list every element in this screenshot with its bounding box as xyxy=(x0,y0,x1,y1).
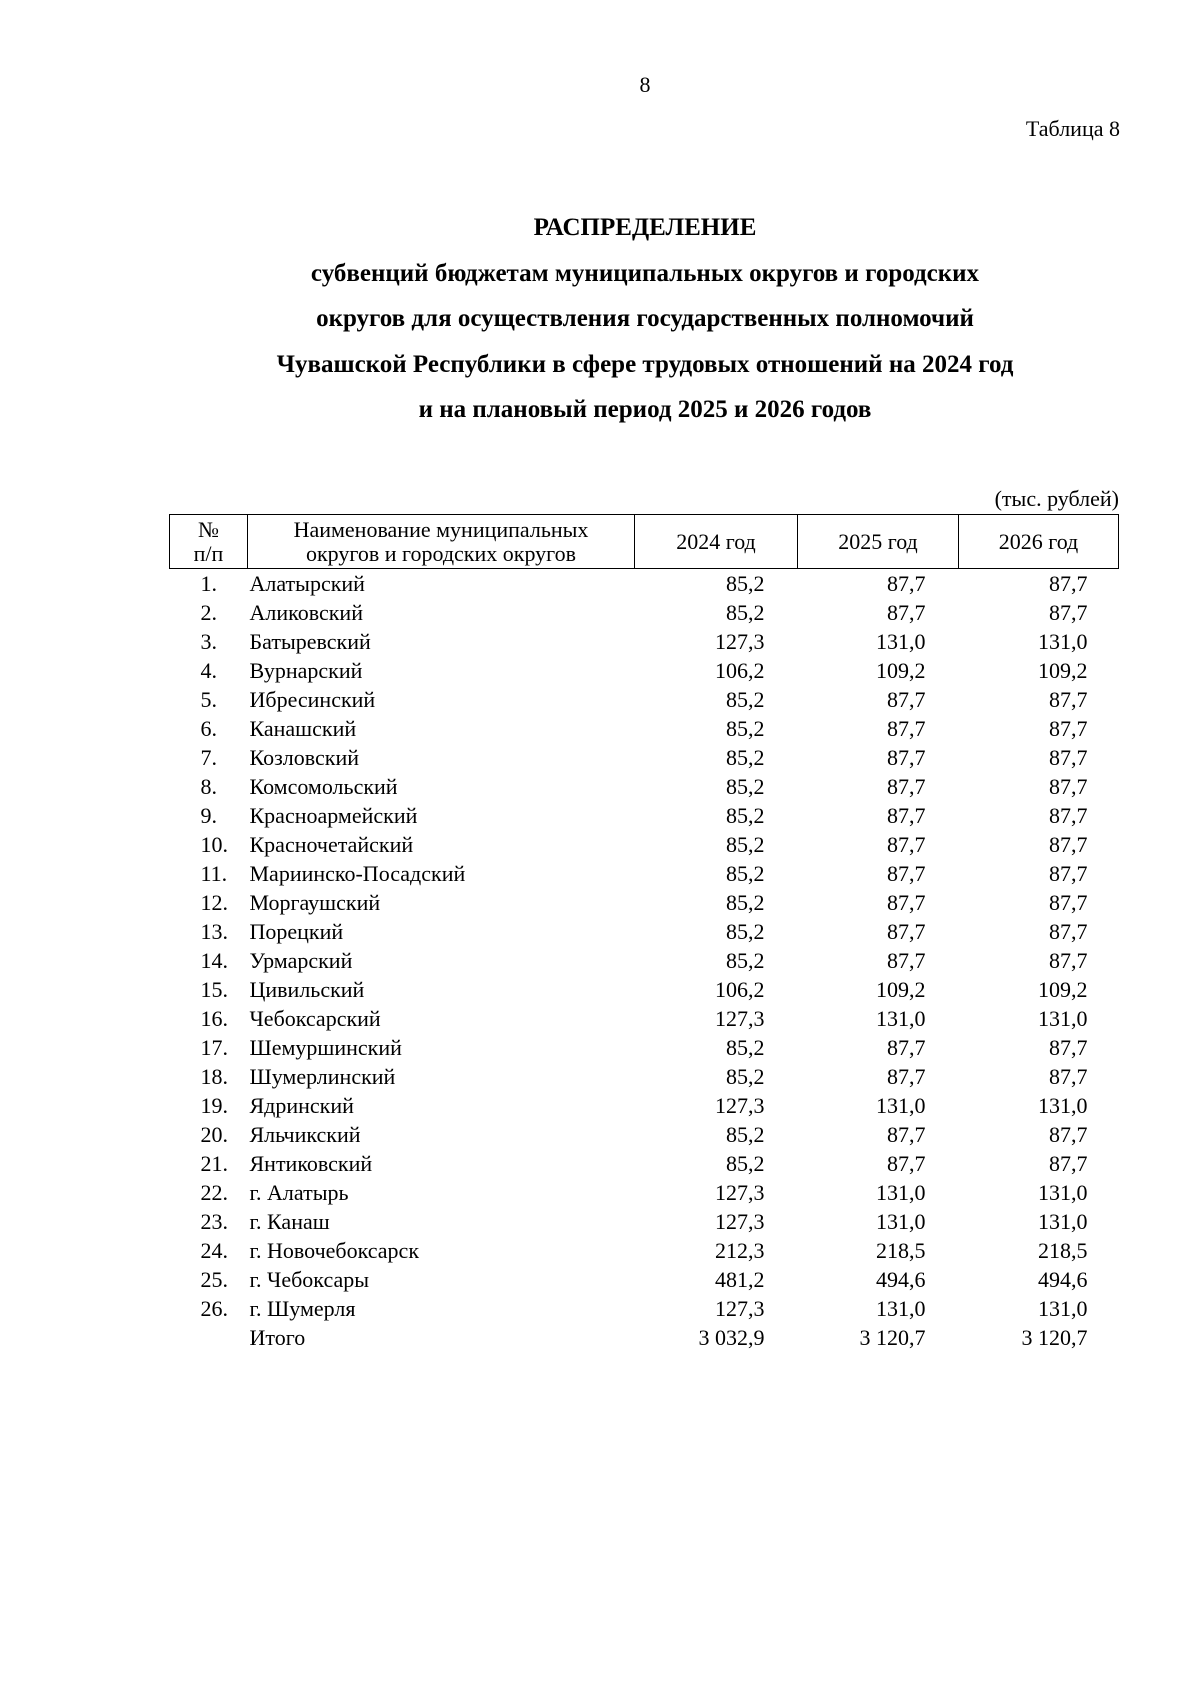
row-value-2025: 87,7 xyxy=(887,861,926,886)
row-value-2025: 131,0 xyxy=(876,629,926,654)
row-value-2026: 131,0 xyxy=(1038,1180,1088,1205)
row-value-2025: 87,7 xyxy=(887,716,926,741)
row-value-2026: 87,7 xyxy=(1049,1151,1088,1176)
row-value-2025: 87,7 xyxy=(887,571,926,596)
header-number xyxy=(170,515,248,569)
row-number xyxy=(170,1323,248,1352)
table-row xyxy=(170,569,1119,599)
row-value-2026: 131,0 xyxy=(1038,1006,1088,1031)
row-name: Ядринский xyxy=(249,1093,354,1118)
table-row xyxy=(170,743,1119,772)
heading-line: РАСПРЕДЕЛЕНИЕ xyxy=(533,214,757,241)
row-value-2024: 127,3 xyxy=(715,1006,765,1031)
row-number: 21. xyxy=(200,1151,228,1176)
row-value-2026: 87,7 xyxy=(1049,803,1088,828)
row-number: 4. xyxy=(200,658,217,683)
row-number: 6. xyxy=(200,716,217,741)
row-name: Урмарский xyxy=(249,948,353,973)
row-value-2025: 87,7 xyxy=(887,919,926,944)
row-number: 8. xyxy=(200,774,217,799)
row-number: 7. xyxy=(200,745,217,770)
header-year-2026: 2026 год xyxy=(959,515,1119,569)
row-value-2025: 87,7 xyxy=(887,890,926,915)
row-value-2024: 127,3 xyxy=(715,1209,765,1234)
row-value-2024: 85,2 xyxy=(726,1035,765,1060)
row-number: 12. xyxy=(200,890,228,915)
row-number: 23. xyxy=(200,1209,228,1234)
row-value-2026: 218,5 xyxy=(1038,1238,1088,1263)
row-value-2026: 87,7 xyxy=(1049,1064,1088,1089)
row-name: Алатырский xyxy=(249,571,365,596)
table-row xyxy=(170,1004,1119,1033)
table-row xyxy=(170,1120,1119,1149)
row-name: Красноармейский xyxy=(249,803,418,828)
row-name: Шемуршинский xyxy=(249,1035,402,1060)
row-value-2024: 85,2 xyxy=(726,890,765,915)
row-number: 14. xyxy=(200,948,228,973)
row-number: 24. xyxy=(200,1238,228,1263)
row-value-2025: 87,7 xyxy=(887,600,926,625)
table-row xyxy=(170,801,1119,830)
row-value-2026: 87,7 xyxy=(1049,948,1088,973)
document-heading xyxy=(0,205,1200,433)
heading-line: субвенций бюджетам муниципальных округов и городских xyxy=(310,259,980,287)
row-value-2025: 109,2 xyxy=(876,977,926,1002)
table-row xyxy=(170,772,1119,801)
row-value-2024: 85,2 xyxy=(726,716,765,741)
table-row xyxy=(170,1207,1119,1236)
row-value-2025: 87,7 xyxy=(887,948,926,973)
row-number: 25. xyxy=(200,1267,228,1292)
row-value-2024: 85,2 xyxy=(726,919,765,944)
row-value-2024: 3 032,9 xyxy=(698,1325,765,1350)
table-row xyxy=(170,656,1119,685)
row-value-2026: 87,7 xyxy=(1049,890,1088,915)
row-value-2026: 87,7 xyxy=(1049,716,1088,741)
row-value-2024: 481,2 xyxy=(715,1267,765,1292)
table-row xyxy=(170,975,1119,1004)
row-value-2026: 131,0 xyxy=(1038,1296,1088,1321)
table-row xyxy=(170,627,1119,656)
row-name: Итого xyxy=(249,1325,306,1350)
row-number: 16. xyxy=(200,1006,228,1031)
row-value-2024: 212,3 xyxy=(715,1238,765,1263)
row-name: Чебоксарский xyxy=(249,1006,381,1031)
row-name: Порецкий xyxy=(249,919,344,944)
row-value-2025: 87,7 xyxy=(887,1064,926,1089)
row-value-2025: 131,0 xyxy=(876,1209,926,1234)
row-name: г. Канаш xyxy=(249,1209,330,1234)
row-name: Моргаушский xyxy=(249,890,381,915)
row-value-2025: 494,6 xyxy=(876,1267,926,1292)
row-value-2024: 85,2 xyxy=(726,571,765,596)
row-value-2025: 218,5 xyxy=(876,1238,926,1263)
row-value-2025: 131,0 xyxy=(876,1006,926,1031)
row-value-2025: 87,7 xyxy=(887,687,926,712)
table-row xyxy=(170,1091,1119,1120)
row-value-2024: 85,2 xyxy=(726,687,765,712)
table-row xyxy=(170,1033,1119,1062)
table-row xyxy=(170,1062,1119,1091)
row-name: Ибресинский xyxy=(249,687,376,712)
row-value-2024: 127,3 xyxy=(715,1296,765,1321)
heading-line: округов для осуществления государственных полномочий xyxy=(316,305,974,332)
row-value-2024: 106,2 xyxy=(715,658,765,683)
row-value-2025: 131,0 xyxy=(876,1180,926,1205)
row-value-2024: 85,2 xyxy=(726,600,765,625)
header-number-line2: п/п xyxy=(193,540,224,566)
row-name: г. Шумерля xyxy=(249,1296,356,1321)
row-name: г. Новочебоксарск xyxy=(249,1238,420,1263)
header-name-line2: округов и городских округов xyxy=(305,540,577,566)
row-number: 19. xyxy=(200,1093,228,1118)
row-value-2025: 87,7 xyxy=(887,774,926,799)
row-value-2025: 109,2 xyxy=(876,658,926,683)
total-row xyxy=(170,1323,1119,1352)
row-name: Батыревский xyxy=(249,629,371,654)
row-number: 10. xyxy=(200,832,228,857)
table-row xyxy=(170,1236,1119,1265)
table-row xyxy=(170,1265,1119,1294)
header-year-2025: 2025 год xyxy=(798,515,959,569)
header-year-2024: 2024 год xyxy=(635,515,798,569)
row-value-2024: 85,2 xyxy=(726,861,765,886)
row-value-2025: 87,7 xyxy=(887,832,926,857)
row-value-2024: 127,3 xyxy=(715,1093,765,1118)
row-value-2026: 87,7 xyxy=(1049,919,1088,944)
row-number: 26. xyxy=(200,1296,228,1321)
row-name: Шумерлинский xyxy=(249,1064,396,1089)
table-row xyxy=(170,888,1119,917)
header-name xyxy=(248,515,635,569)
row-name: Аликовский xyxy=(249,600,363,625)
table-row xyxy=(170,917,1119,946)
row-value-2024: 85,2 xyxy=(726,1064,765,1089)
row-value-2026: 131,0 xyxy=(1038,1093,1088,1118)
row-name: Козловский xyxy=(249,745,360,770)
row-number: 2. xyxy=(200,600,217,625)
row-value-2025: 87,7 xyxy=(887,803,926,828)
row-value-2026: 87,7 xyxy=(1049,774,1088,799)
row-value-2026: 87,7 xyxy=(1049,745,1088,770)
row-name: г. Чебоксары xyxy=(249,1267,370,1292)
row-number: 15. xyxy=(200,977,228,1002)
row-name: Янтиковский xyxy=(249,1151,373,1176)
row-value-2024: 85,2 xyxy=(726,745,765,770)
row-value-2024: 85,2 xyxy=(726,1122,765,1147)
row-value-2026: 109,2 xyxy=(1038,977,1088,1002)
row-number: 13. xyxy=(200,919,228,944)
row-number: 22. xyxy=(200,1180,228,1205)
heading-line: Чувашской Республики в сфере трудовых отношений на 2024 год xyxy=(276,350,1014,378)
table-row xyxy=(170,1149,1119,1178)
row-value-2024: 85,2 xyxy=(726,1151,765,1176)
table-body xyxy=(170,569,1119,1353)
row-value-2026: 87,7 xyxy=(1049,687,1088,712)
row-number: 11. xyxy=(200,861,228,886)
row-name: Мариинско-Посадский xyxy=(249,861,466,886)
row-value-2025: 87,7 xyxy=(887,1122,926,1147)
row-value-2026: 87,7 xyxy=(1049,600,1088,625)
row-value-2024: 85,2 xyxy=(726,948,765,973)
row-value-2026: 87,7 xyxy=(1049,1035,1088,1060)
table-row xyxy=(170,1294,1119,1323)
row-name: Цивильский xyxy=(249,977,365,1002)
row-value-2026: 87,7 xyxy=(1049,832,1088,857)
row-number: 17. xyxy=(200,1035,228,1060)
row-value-2024: 85,2 xyxy=(726,832,765,857)
row-value-2026: 494,6 xyxy=(1038,1267,1088,1292)
table-row xyxy=(170,859,1119,888)
row-value-2024: 127,3 xyxy=(715,1180,765,1205)
header-name-line1: Наименование муниципальных xyxy=(293,516,589,542)
row-value-2026: 131,0 xyxy=(1038,1209,1088,1234)
row-value-2024: 85,2 xyxy=(726,774,765,799)
row-value-2025: 131,0 xyxy=(876,1093,926,1118)
row-value-2025: 3 120,7 xyxy=(859,1325,926,1350)
row-number: 5. xyxy=(200,687,217,712)
row-name: Яльчикский xyxy=(249,1122,361,1147)
table-row xyxy=(170,685,1119,714)
row-value-2025: 87,7 xyxy=(887,1035,926,1060)
row-value-2026: 109,2 xyxy=(1038,658,1088,683)
heading-line: и на плановый период 2025 и 2026 годов xyxy=(418,396,872,423)
row-name: Канашский xyxy=(249,716,357,741)
subvention-table xyxy=(169,514,1119,1352)
table-row xyxy=(170,946,1119,975)
row-value-2025: 87,7 xyxy=(887,1151,926,1176)
table-row xyxy=(170,714,1119,743)
row-value-2026: 131,0 xyxy=(1038,629,1088,654)
row-name: Вурнарский xyxy=(249,658,363,683)
table-row xyxy=(170,1178,1119,1207)
row-number: 3. xyxy=(200,629,217,654)
row-value-2024: 85,2 xyxy=(726,803,765,828)
row-number: 20. xyxy=(200,1122,228,1147)
table-row xyxy=(170,598,1119,627)
row-name: Комсомольский xyxy=(249,774,398,799)
table-row xyxy=(170,830,1119,859)
row-value-2026: 87,7 xyxy=(1049,861,1088,886)
row-value-2026: 3 120,7 xyxy=(1021,1325,1088,1350)
row-value-2026: 87,7 xyxy=(1049,571,1088,596)
row-value-2024: 127,3 xyxy=(715,629,765,654)
row-name: г. Алатырь xyxy=(249,1180,349,1205)
row-number: 1. xyxy=(200,571,217,596)
row-value-2026: 87,7 xyxy=(1049,1122,1088,1147)
row-value-2025: 131,0 xyxy=(876,1296,926,1321)
row-name: Красночетайский xyxy=(249,832,414,857)
row-number: 18. xyxy=(200,1064,228,1089)
table-header-row xyxy=(170,515,1119,569)
page-number: 8 xyxy=(639,72,651,97)
row-value-2025: 87,7 xyxy=(887,745,926,770)
units-note: (тыс. рублей) xyxy=(994,486,1119,511)
row-value-2024: 106,2 xyxy=(715,977,765,1002)
row-number: 9. xyxy=(200,803,217,828)
table-label: Таблица 8 xyxy=(1025,116,1120,141)
header-number-line1: № xyxy=(198,516,219,542)
